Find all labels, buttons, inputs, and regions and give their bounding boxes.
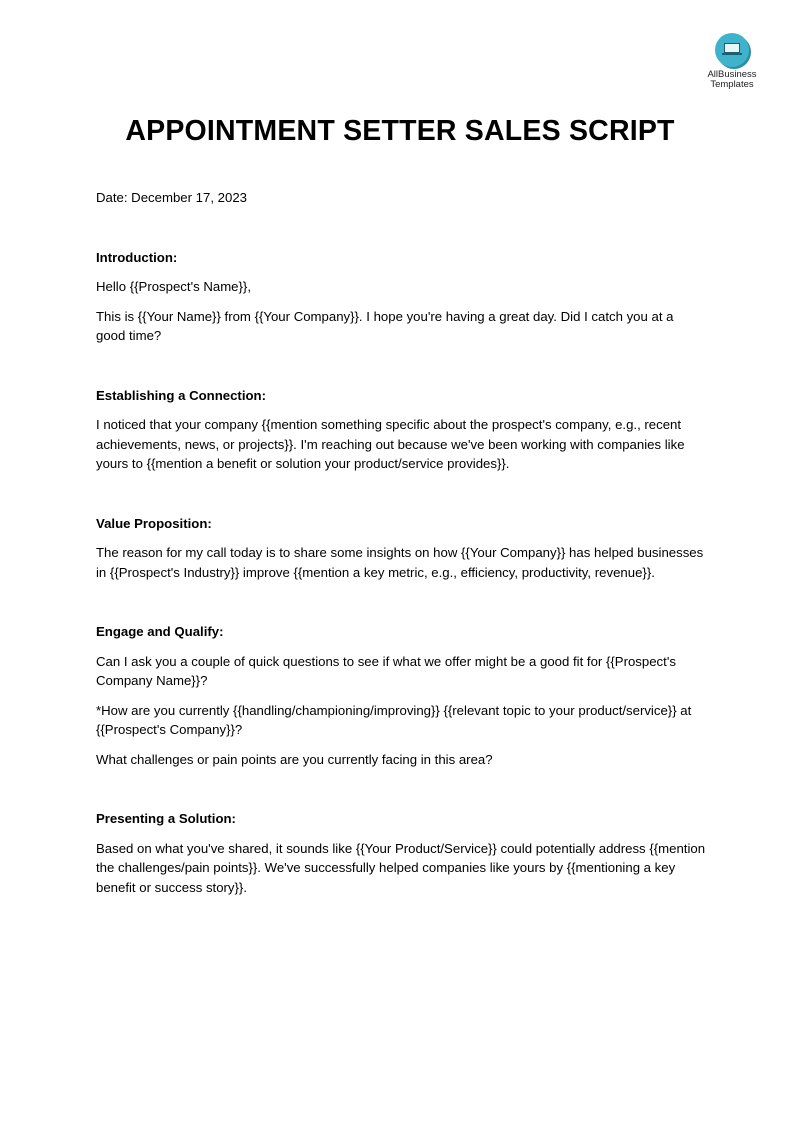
paragraph: *How are you currently {{handling/championing/improving}} {{relevant topic to your product/service}} at {{Prospect's Company}}? (96, 702, 692, 737)
section-heading: Engage and Qualify: (96, 624, 224, 639)
document-date: Date: December 17, 2023 (96, 190, 248, 205)
paragraph: The reason for my call today is to share some insights on how {{Your Company}} has helped businesses in {{Prospect's Industry}} improve {{mention a key metric, e.g., efficiency, productivity, revenue}}. (96, 545, 704, 580)
logo-line-1: AllBusiness (707, 69, 757, 80)
section-introduction (96, 248, 706, 346)
paragraph: Can I ask you a couple of quick questions to see if what we offer might be a good fit for {{Prospect's Company Name}}? (96, 653, 676, 688)
section-value-proposition (96, 514, 706, 583)
paragraph: This is {{Your Name}} from {{Your Company}}. I hope you're having a great day. Did I catch you at a good time? (96, 308, 674, 343)
paragraph: I noticed that your company {{mention something specific about the prospect's company, e.g., recent achievements, news, or projects}}. I'm reaching out because we've been working with companies like yours to {{mention a benefit or solution your product/service provides}}. (96, 417, 685, 471)
section-heading: Introduction: (96, 249, 178, 265)
section-establishing-connection (96, 386, 706, 474)
section-heading: Establishing a Connection: (96, 387, 266, 403)
paragraph: Hello {{Prospect's Name}}, (96, 279, 251, 294)
document-title: APPOINTMENT SETTER SALES SCRIPT (125, 115, 675, 147)
paragraph: Based on what you've shared, it sounds like {{Your Product/Service}} could potentially address {{mention the challenges/pain points}}. We've successfully helped companies like yours by {{mentioning a key benefit or success story}}. (96, 840, 706, 895)
section-heading: Presenting a Solution: (96, 811, 236, 826)
allbusiness-templates-logo (694, 33, 770, 90)
laptop-icon (715, 33, 749, 67)
section-heading: Value Proposition: (96, 515, 212, 531)
logo-text (694, 70, 770, 90)
section-engage-and-qualify (96, 622, 706, 769)
section-presenting-solution (96, 809, 706, 897)
paragraph: What challenges or pain points are you currently facing in this area? (96, 751, 493, 767)
document-body (96, 188, 706, 907)
logo-line-2: Templates (710, 79, 754, 90)
